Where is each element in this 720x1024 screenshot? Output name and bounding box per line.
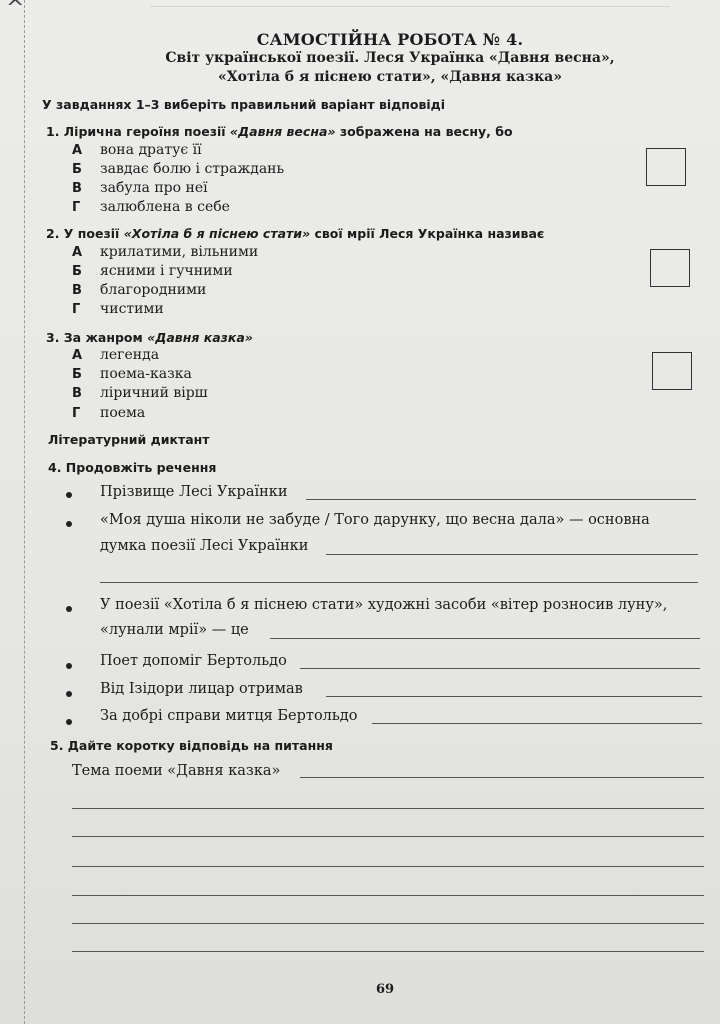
- q1-option-d[interactable]: Г залюблена в себе: [72, 199, 230, 215]
- instruction: У завданнях 1–3 виберіть правильний варіант відповіді: [42, 97, 446, 112]
- subtitle-line-1: Світ української поезії. Леся Українка «Давня весна»,: [165, 50, 615, 66]
- page-title: САМОСТІЙНА РОБОТА № 4.: [256, 30, 524, 49]
- q1-answer-box[interactable]: [646, 148, 686, 186]
- q1-option-c[interactable]: В забула про неї: [72, 180, 208, 196]
- cut-line: [24, 0, 25, 1024]
- q5-answer-line-3[interactable]: [72, 836, 704, 837]
- q4-item-6: За добрі справи митця Бертольдо: [100, 708, 358, 724]
- question-1: 1. Лірична героїня поезії «Давня весна» зображена на весну, бо: [46, 124, 513, 139]
- q2-option-d[interactable]: Г чистими: [72, 301, 164, 317]
- q1-option-a[interactable]: А вона дратує її: [72, 142, 202, 158]
- page-number: 69: [376, 982, 395, 997]
- q1-option-b[interactable]: Б завдає болю і страждань: [72, 161, 285, 177]
- q4-item-3: У поезії «Хотіла б я піснею стати» художні засоби «вітер розносив луну»,: [100, 597, 668, 613]
- q5-answer-line-6[interactable]: [72, 923, 704, 924]
- bullet: [66, 492, 72, 498]
- q5-answer-line-4[interactable]: [72, 866, 704, 867]
- q4-answer-line-2b[interactable]: [100, 582, 698, 583]
- q3-option-b[interactable]: Б поема-казка: [72, 366, 192, 382]
- q4-answer-line-2[interactable]: [326, 554, 698, 555]
- q2-option-c[interactable]: В благородними: [72, 282, 207, 298]
- q3-option-c[interactable]: В ліричний вірш: [72, 385, 208, 401]
- question-2: 2. У поезії «Хотіла б я піснею стати» свої мрії Леся Українка називає: [46, 226, 545, 241]
- q4-answer-line-5[interactable]: [326, 696, 702, 697]
- q4-item-1: Прізвище Лесі Українки: [100, 484, 288, 500]
- subtitle-line-2: «Хотіла б я піснею стати», «Давня казка»: [218, 69, 562, 85]
- q3-option-a[interactable]: А легенда: [72, 347, 160, 363]
- caret-up-icon: ^: [6, 0, 25, 21]
- title-block: [110, 30, 670, 87]
- q4-answer-line-4[interactable]: [300, 668, 700, 669]
- q2-answer-box[interactable]: [650, 249, 690, 287]
- q3-option-d[interactable]: Г поема: [72, 405, 146, 421]
- bullet: [66, 606, 72, 612]
- q5-answer-line-2[interactable]: [72, 808, 704, 809]
- q4-item-3-cont: «лунали мрії» — це: [100, 622, 249, 638]
- q4-answer-line-3[interactable]: [270, 638, 700, 639]
- q4-item-2: «Моя душа ніколи не забуде / Того дарунку, що весна дала» — основна: [100, 512, 650, 528]
- question-4: 4. Продовжіть речення: [48, 460, 217, 475]
- q4-answer-line-1[interactable]: [306, 499, 696, 500]
- dictation-heading: Літературний диктант: [48, 432, 210, 447]
- q2-option-b[interactable]: Б ясними і гучними: [72, 263, 233, 279]
- q2-option-a[interactable]: А крилатими, вільними: [72, 244, 259, 260]
- bullet: [66, 719, 72, 725]
- q4-answer-line-6[interactable]: [372, 723, 702, 724]
- q4-item-2-cont: думка поезії Лесі Українки: [100, 538, 309, 554]
- bullet: [66, 663, 72, 669]
- q5-prompt: Тема поеми «Давня казка»: [72, 763, 281, 779]
- bullet: [66, 691, 72, 697]
- q5-answer-line-7[interactable]: [72, 951, 704, 952]
- question-3: 3. За жанром «Давня казка»: [46, 330, 253, 345]
- q4-item-4: Поет допоміг Бертольдо: [100, 653, 287, 669]
- q5-answer-line-5[interactable]: [72, 895, 704, 896]
- bleed-through: [150, 6, 670, 21]
- question-5: 5. Дайте коротку відповідь на питання: [50, 738, 333, 753]
- q3-answer-box[interactable]: [652, 352, 692, 390]
- q5-answer-line-1[interactable]: [300, 777, 704, 778]
- bullet: [66, 521, 72, 527]
- q4-item-5: Від Ізідори лицар отримав: [100, 681, 303, 697]
